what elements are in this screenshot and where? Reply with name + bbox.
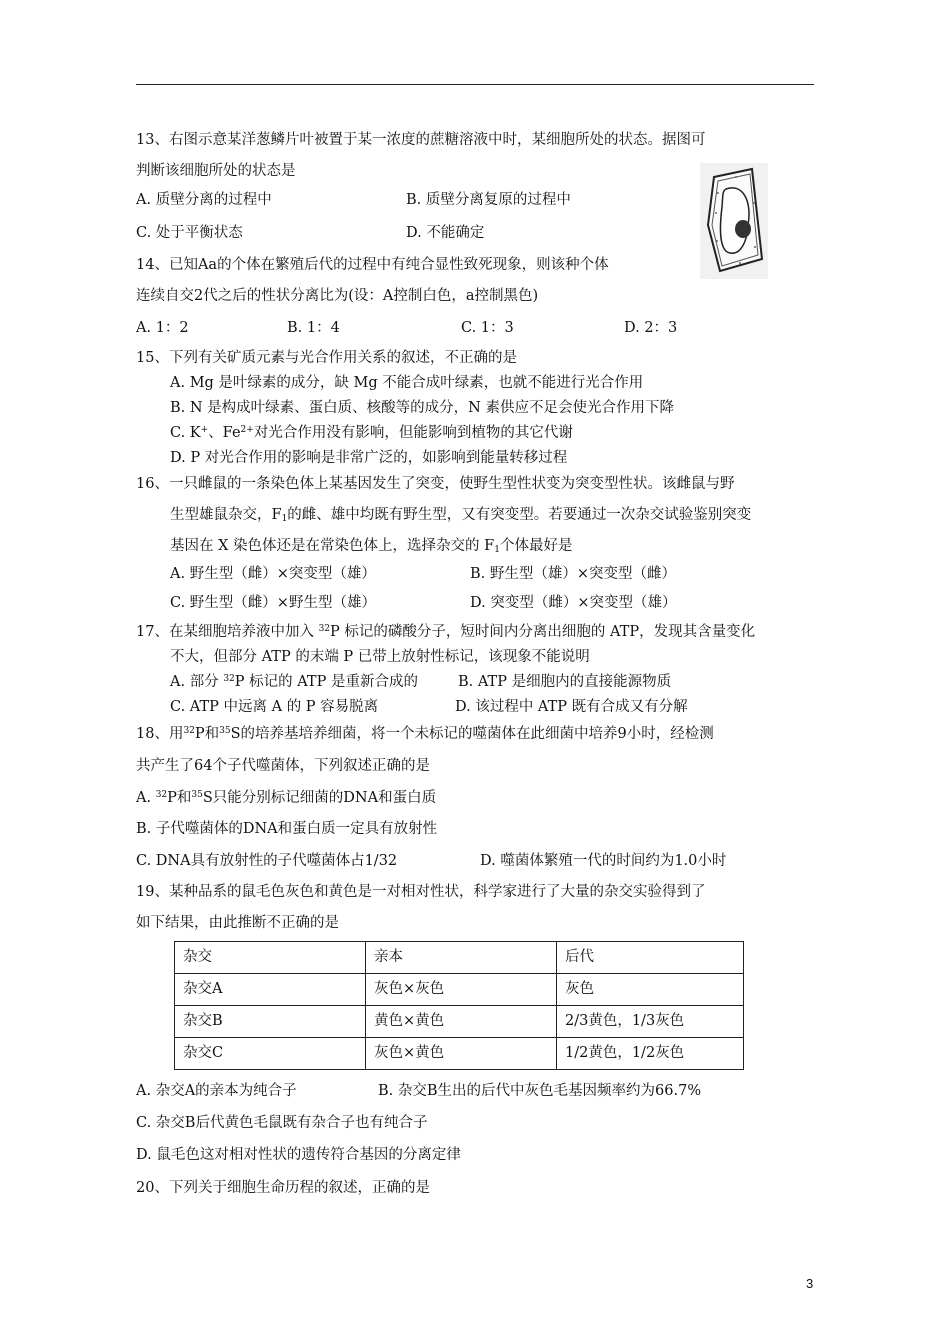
q17-option-d: D. 该过程中 ATP 既有合成又有分解	[455, 699, 688, 715]
q13-stem-cont: 判断该细胞所处的状态是	[136, 163, 296, 179]
q14-stem: 14、已知Aa的个体在繁殖后代的过程中有纯合显性致死现象，则该种个体	[136, 257, 609, 273]
q20-stem: 20、下列关于细胞生命历程的叙述，正确的是	[136, 1180, 430, 1196]
q16-option-c: C. 野生型（雌）×野生型（雄）	[170, 595, 376, 611]
table-header-cell: 杂交	[175, 942, 366, 974]
table-header-cell: 后代	[557, 942, 744, 974]
table-cell: 杂交B	[175, 1006, 366, 1038]
table-cell: 灰色×灰色	[366, 974, 557, 1006]
q19-option-b: B. 杂交B生出的后代中灰色毛基因频率约为66.7%	[378, 1083, 702, 1099]
q19-option-a: A. 杂交A的亲本为纯合子	[136, 1083, 297, 1099]
q15-option-a: A. Mg 是叶绿素的成分，缺 Mg 不能合成叶绿素，也就不能进行光合作用	[170, 375, 644, 391]
table-cell: 1/2黄色，1/2灰色	[557, 1038, 744, 1070]
q13-option-d: D. 不能确定	[406, 225, 485, 241]
table-header-row	[175, 942, 744, 974]
q18-stem: 18、用$^{32}$P和$^{35}$S的培养基培养细菌，将一个未标记的噬菌体在此细菌中培养9小时，经检测	[136, 726, 714, 742]
q14-option-c: C. 1：3	[461, 320, 514, 336]
q17-stem: 17、在某细胞培养液中加入 $^{32}$P 标记的磷酸分子，短时间内分离出细胞的 ATP，发现其含量变化	[136, 624, 756, 640]
plant-cell-figure	[700, 163, 768, 279]
q15-option-b: B. N 是构成叶绿素、蛋白质、核酸等的成分，N 素供应不足会使光合作用下降	[170, 400, 674, 416]
q16-stem-cont: 生型雄鼠杂交，$F_1$的雌、雄中均既有野生型，又有突变型。若要通过一次杂交试验鉴别突变	[170, 507, 752, 524]
q16-option-d: D. 突变型（雌）×突变型（雄）	[470, 595, 677, 611]
q14-option-b: B. 1：4	[287, 320, 340, 336]
q15-option-d: D. P 对光合作用的影响是非常广泛的，如影响到能量转移过程	[170, 450, 568, 466]
table-cell: 杂交C	[175, 1038, 366, 1070]
q14-stem-cont: 连续自交2代之后的性状分离比为(设：A控制白色，a控制黑色)	[136, 288, 539, 304]
cross-results-table	[174, 941, 744, 1070]
table-cell: 2/3黄色，1/3灰色	[557, 1006, 744, 1038]
q14-option-a: A. 1：2	[136, 320, 189, 336]
plant-cell-drawing	[700, 163, 768, 279]
q13-stem: 13、右图示意某洋葱鳞片叶被置于某一浓度的蔗糖溶液中时，某细胞所处的状态。据图可	[136, 132, 706, 148]
q14-option-d: D. 2：3	[624, 320, 678, 336]
q17-option-b: B. ATP 是细胞内的直接能源物质	[458, 674, 672, 690]
q18-option-d: D. 噬菌体繁殖一代的时间约为1.0小时	[480, 853, 727, 869]
q16-stem-cont2: 基因在 X 染色体还是在常染色体上，选择杂交的 $F_1$个体最好是	[170, 538, 573, 555]
table-row	[175, 1006, 744, 1038]
table-cell: 灰色	[557, 974, 744, 1006]
q16-stem: 16、一只雌鼠的一条染色体上某基因发生了突变，使野生型性状变为突变型性状。该雌鼠与野	[136, 476, 735, 492]
q17-stem-cont: 不大，但部分 ATP 的末端 P 已带上放射性标记，该现象不能说明	[170, 649, 590, 665]
q18-stem-cont: 共产生了64个子代噬菌体，下列叙述正确的是	[136, 758, 430, 774]
q17-option-c: C. ATP 中远离 A 的 P 容易脱离	[170, 699, 379, 715]
table-cell: 灰色×黄色	[366, 1038, 557, 1070]
q13-option-c: C. 处于平衡状态	[136, 225, 243, 241]
q19-option-c: C. 杂交B后代黄色毛鼠既有杂合子也有纯合子	[136, 1115, 428, 1131]
q19-stem: 19、某种品系的鼠毛色灰色和黄色是一对相对性状，科学家进行了大量的杂交实验得到了	[136, 884, 706, 900]
q15-stem: 15、下列有关矿质元素与光合作用关系的叙述，不正确的是	[136, 350, 517, 366]
header-rule	[136, 84, 814, 85]
q17-option-a: A. 部分 $^{32}$P 标记的 ATP 是重新合成的	[170, 674, 418, 690]
page-number: 3	[806, 1276, 814, 1291]
q18-option-a: A. $^{32}$P和$^{35}$S只能分别标记细菌的DNA和蛋白质	[136, 790, 437, 806]
q13-option-b: B. 质壁分离复原的过程中	[406, 192, 571, 208]
table-cell: 黄色×黄色	[366, 1006, 557, 1038]
table-cell: 杂交A	[175, 974, 366, 1006]
table-header-cell: 亲本	[366, 942, 557, 974]
q15-option-c: C. K+、$Fe^{2+}$对光合作用没有影响，但能影响到植物的其它代谢	[170, 425, 573, 441]
q19-stem-cont: 如下结果，由此推断不正确的是	[136, 915, 339, 931]
q16-option-a: A. 野生型（雌）×突变型（雄）	[170, 566, 376, 582]
q18-option-b: B. 子代噬菌体的DNA和蛋白质一定具有放射性	[136, 821, 438, 837]
q16-option-b: B. 野生型（雄）×突变型（雌）	[470, 566, 677, 582]
q13-option-a: A. 质壁分离的过程中	[136, 192, 272, 208]
q18-option-c: C. DNA具有放射性的子代噬菌体占1/32	[136, 853, 398, 869]
q19-option-d: D. 鼠毛色这对相对性状的遗传符合基因的分离定律	[136, 1147, 461, 1163]
table-row	[175, 974, 744, 1006]
table-row	[175, 1038, 744, 1070]
